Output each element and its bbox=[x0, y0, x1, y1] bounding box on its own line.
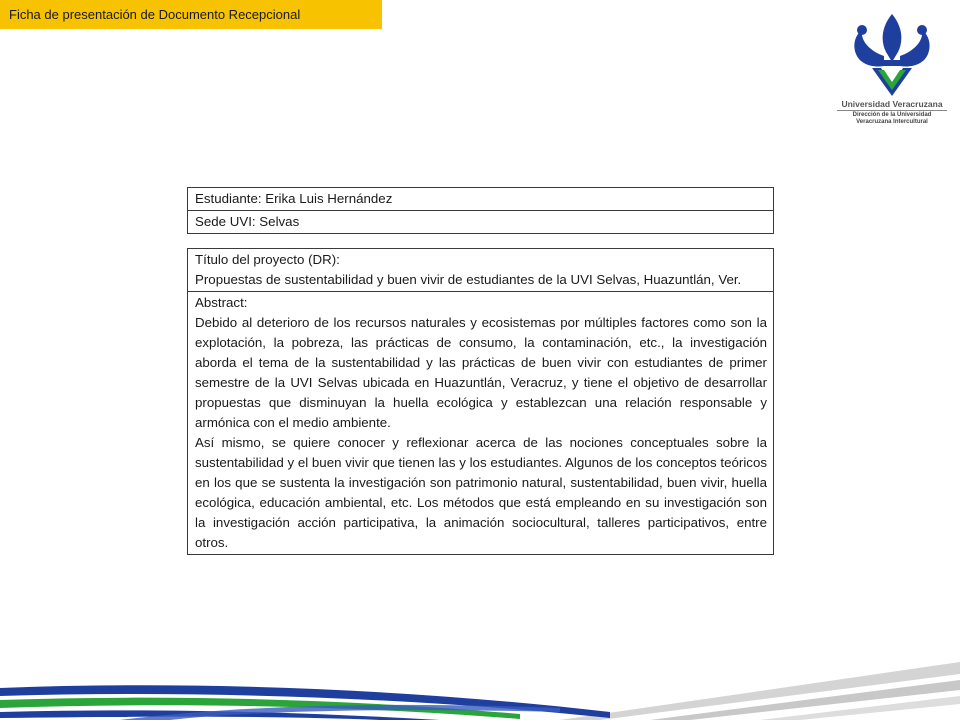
university-sub-line-1: Dirección de la Universidad bbox=[852, 112, 932, 118]
university-name: Universidad Veracruzana bbox=[841, 99, 943, 109]
project-title-cell bbox=[188, 249, 774, 292]
logo-divider bbox=[837, 110, 947, 111]
university-sub-line-2: Veracruzana Intercultural bbox=[856, 119, 928, 125]
project-table bbox=[187, 248, 774, 555]
project-title-label: Título del proyecto (DR): bbox=[195, 252, 340, 267]
sede-cell: Sede UVI: Selvas bbox=[188, 211, 774, 234]
document-title-bar bbox=[0, 0, 382, 29]
abstract-cell bbox=[188, 292, 774, 555]
decorative-bottom-bands bbox=[0, 640, 960, 720]
university-logo bbox=[832, 12, 952, 142]
project-title: Propuestas de sustentabilidad y buen vivir de estudiantes de la UVI Selvas, Huazuntlán, Ver. bbox=[195, 272, 742, 287]
abstract-label: Abstract: bbox=[195, 295, 248, 310]
student-table bbox=[187, 187, 774, 234]
abstract-paragraph-1: Debido al deterioro de los recursos naturales y ecosistemas por múltiples factores como son la explotación, la pobreza, las prácticas de consumo, la contaminación, etc., la investigación aborda el tema de la sustentabilidad y las prácticas de buen vivir con estudiantes de primer semestre de la UVI Selvas ubicada en Huazuntlán, Veracruz, y tiene el objetivo de desarrollar propuestas que disminuyan la huella ecológica y establezcan una relación responsable y armónica con el medio ambiente. bbox=[195, 315, 767, 430]
abstract-paragraph-2: Así mismo, se quiere conocer y reflexionar acerca de las nociones conceptuales sobre la sustentabilidad y el buen vivir que tienen las y los estudiantes. Algunos de los conceptos teóricos en los que se sustenta la investigación son patrimonio natural, sustentabilidad, buen vivir, huella ecológica, educación ambiental, etc. Los métodos que está empleando en su investigación son la investigación acción participativa, la animación sociocultural, talleres participativos, entre otros. bbox=[195, 435, 767, 550]
fleur-de-lis-icon bbox=[850, 12, 934, 98]
student-cell: Estudiante: Erika Luis Hernández bbox=[188, 188, 774, 211]
document-title: Ficha de presentación de Documento Recepcional bbox=[9, 7, 301, 22]
